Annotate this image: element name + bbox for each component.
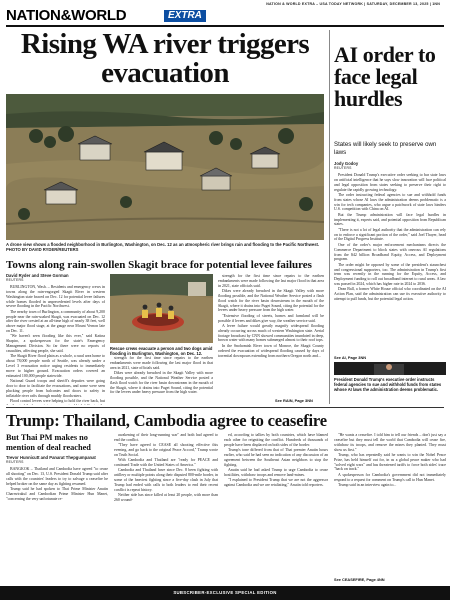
bottom-column-1	[6, 455, 108, 583]
lead-column-2-continued	[110, 356, 213, 404]
article-paragraph: With Cambodia and Thailand are "ready for PEACE and continued Trade with the United States of America."	[114, 458, 218, 468]
article-paragraph: Dean Ball, a former White House official who coordinated on the AI Action Plan, said the administration can use its executive authority to attempt to pull funds, but the potential legal action.	[334, 287, 446, 302]
bottom-byline: Trevor Hunnicutt and Panarat Thepgumpanat	[6, 455, 96, 460]
article-paragraph: Trump's tone differed from that of Thai premier Anutin hours earlier, who said he had seen no indication of any discussion of an agreement between the Southeast Asian neighbors to stop the fighting.	[224, 448, 328, 467]
article-paragraph: National Guard troops and sheriff's deputies were going door to door to facilitate the evacuations, and some were seen plucking people from balconies and doors to safety in inflatable river rafts through muddy floodwaters.	[6, 379, 105, 398]
article-paragraph: Trump, who has repeatedly said he wants to win the Nobel Peace Prize, has held himself out for, in as a global peace maker who had "solved eight wars" and has threatened tariffs to force both sides' trace "back on track."	[334, 452, 446, 472]
masthead-title: NATION&WORLD	[6, 7, 127, 24]
side-article-body	[334, 161, 446, 353]
article-paragraph: The order instructing federal agencies to sue and withhold funds from states whose AI laws the administration deems problematic is a win for tech companies, who argue a patchwork of state laws hinders U.S. competition with China on AI.	[334, 192, 446, 212]
side-headline[interactable]: AI order to face legal hurdles	[334, 42, 436, 111]
bottom-dek: But Thai PM makes no mention of deal reached	[6, 433, 91, 452]
flood-drone-photo[interactable]	[6, 94, 324, 240]
side-photo-caption: President Donald Trump's executive order instructs federal agencies to sue and withhold funds from states whose AI laws the administration deems problematic.	[334, 377, 442, 392]
masthead-rule	[6, 25, 444, 27]
bottom-jump-link[interactable]: See CEASEFIRE, Page 4NN	[334, 577, 385, 582]
article-paragraph: "I explained to President Trump that we are not the aggressor against Cambodia and we are retaliating," Anutin told reporters.	[224, 478, 328, 487]
lead-photo-caption: A drone view shows a flooded neighborhood in Burlington, Washington, on Dec. 12 as an atmospheric river brings rain and flooding to the Pacific Northwest. PHOTO BY DAVID RYDER/REUTERS	[6, 242, 320, 253]
article-paragraph: The order might be opposed by some of the president's staunchest and congressional supporters, too. The administration in Trump's first term was recently in the running for the Equity, Access, and Deployment funding to roll out broadband internet to rural areas. A law was passed in 2024, which has higher rate in 2024 to 2036.	[334, 262, 446, 287]
article-paragraph: "We haven't seen flooding like this ever," said Katina Shapiro, a spokesperson for the state's Emergency Management Division. So far there were no reports of casualties, affecting people, she said.	[6, 334, 105, 353]
bottom-column-3	[224, 433, 328, 583]
article-paragraph: Neither side has since killed at least 20 people, with more than 260 wound-	[114, 493, 218, 502]
article-paragraph: strength for the first time since repairs to the earthen embankments were made following the last major flood in that area in 2021, state officials said.	[110, 356, 213, 370]
rescue-photo-caption: Rescue crews evacuate a person and two dogs amid flooding in Burlington, Washington, on Dec. 12.	[110, 346, 213, 357]
side-byline: Jody Godoy	[334, 161, 359, 166]
article-paragraph: BANGKOK – Thailand and Cambodia have agreed "to cease all shooting" on Dec. 13, U.S. President Donald Trump said after calls with the countries' leaders to try to salvage a ceasefire he helped broker on the same day as fighting resumed.	[6, 467, 108, 486]
article-paragraph: Dikes were already breached in the Skagit Valley with more flooding possible, and the National Weather Service posted a flash flood watch for the river basin downstream in the mouth of the Skagit, where it drains into Puget Sound, citing the potential for the levees under heavy pressure from the high water.	[218, 289, 324, 313]
article-paragraph: One of the order's major enforcement mechanisms directs the Commerce Department to block states with onerous AI regulations from the $42 billion Broadband Equity, Access, and Deployment program.	[334, 242, 446, 262]
article-paragraph: President Donald Trump's executive order seeking to bar state laws on artificial intelligence that he says slow innovation will face political and legal opposition from states seeking to preserve their right to regulate the rapidly growing technology.	[334, 173, 446, 192]
masthead-extra-badge: EXTRA	[164, 10, 206, 22]
lead-agency: REUTERS	[6, 278, 24, 282]
article-paragraph: Anutin said he had asked Trump to urge Cambodia to cease hostilities, withdraw troops and remove land-mines.	[224, 467, 328, 477]
article-paragraph: Cambodia and Thailand have since Dec. 8 been fighting with artillery or multiple points along their disputed 800-mile border, in some of the heaviest fighting since a five-day clash in July that Trump had ended with calls to both leaders to end their recent conflict is repeat history.	[114, 468, 218, 492]
masthead	[6, 8, 444, 23]
lead-jump-link[interactable]: See RAIN, Page 3NN	[275, 398, 313, 403]
article-paragraph: Trump said in an interview again to...	[338, 482, 397, 487]
article-paragraph: BURLINGTON, Wash. – Residents and emergency crews in towns along the rain-engorged Skagit River in western Washington state braced on Dec. 12 for potential levee failures while homes flooded in unprecedented levels after days of severe flooding in the Pacific Northwest.	[6, 285, 105, 309]
article-paragraph: strength for the first time since repairs to the earthen embankments were made following the last major flood in that area in 2021, state officials said.	[218, 274, 324, 288]
lead-column-1	[6, 273, 105, 405]
article-paragraph: Trump said he had spoken to Thai Prime Minister Anutin Charnvirakul and Cambodian Prime Minister Hun Manet, "concerning the very unfortunate re-	[6, 486, 108, 501]
article-paragraph: "There is not a lot of legal authority that the administration can rely on to enforce a significant portion of the order," said Joel Thayer, head of the Digital Progress Institute.	[334, 227, 446, 242]
article-paragraph: In the Snohomish River town of Monroe, the Skagit County ordered the evacuation of widespread flooding caused by days of torrential downpours extending from northern Oregon north and...	[218, 343, 324, 358]
article-paragraph: The nearby town of Burlington, a community of about 9,200 people near the rain-soaked Skagit, was evacuated on Dec. 12 after the river crested at an all-time high of nearly 38 feet, well above major flood stage, at the gauge near Mount Vernon late on Dec. 11.	[6, 309, 105, 334]
article-paragraph: A levee failure would greatly magnify widespread flooding already occurring across much of western Washington state. Aerial footage broadcast by CNN showed communities inundated in deep, brown water with many homes submerged almost to their roof tops.	[218, 323, 324, 343]
side-agency: REUTERS	[334, 166, 352, 170]
article-paragraph: ed, according to tallies by both countries, which have blamed each other for reigniting the conflict. Hundreds of thousands of people have been displaced on both sides of the border.	[224, 433, 328, 447]
trump-photo[interactable]	[334, 362, 446, 375]
lead-byline: David Ryder and Steve Gorman	[6, 273, 69, 278]
article-paragraph: "Extensive flooding of streets, homes and farmland will be possible if levees and dikes give way, the weather service said.	[218, 313, 324, 323]
lead-column-3	[218, 274, 324, 404]
dateline-bar: NATION & WORLD EXTRA – USA TODAY NETWORK | SATURDAY, DECEMBER 13, 2025 | 1NN	[266, 2, 440, 6]
column-divider	[329, 30, 330, 404]
bottom-headline[interactable]: Trump: Thailand, Cambodia agree to ceasefire	[6, 411, 327, 430]
bottom-agency: REUTERS	[6, 460, 24, 464]
lead-subhead[interactable]: Towns along rain-swollen Skagit brace for potential levee failures	[6, 259, 312, 271]
bottom-column-2	[114, 433, 218, 583]
article-paragraph: "He wants a ceasefire. I told him to tell our friends – don't just say a ceasefire but they must tell the world that Cambodia will cease fire, withdraw its troops, and remove the mines they planted. They must show us first."	[334, 433, 446, 452]
bottom-column-4	[334, 433, 446, 574]
side-dek: States will likely seek to preserve own laws	[334, 141, 437, 156]
article-paragraph: A spokesperson for Cambodia's government did not immediately respond to a request for comment on Trump's call to Hun Manet.	[334, 472, 446, 482]
article-paragraph: The Skagit River flood plain as a whole, a rural area home to about 78,000 people north of Seattle, was already under a Level 3 evacuation notice urging residents to immediately move to higher ground. Evacuation orders covered an estimated 100,000 people statewide.	[6, 354, 105, 378]
rescue-photo[interactable]	[110, 274, 213, 343]
footer-banner: SUBSCRIBER-EXCLUSIVE SPECIAL EDITION	[0, 586, 450, 600]
lead-headline[interactable]: Rising WA river triggers evacuation	[20, 28, 310, 89]
article-paragraph: Dikes were already breached in the Skagit Valley with more flooding possible, and the National Weather Service posted a flash flood watch for the river basin downstream in the mouth of the Skagit, where it drains into Puget Sound, citing the potential for the levees under heavy pressure from the high water.	[110, 371, 213, 395]
article-paragraph: awakening of their long-running war" and both had agreed to end the conflict.	[114, 433, 218, 442]
article-paragraph: "They have agreed to CEASE all shooting effective this evening, and go back to the original Peace Accord," Trump wrote on Truth Social.	[114, 443, 218, 457]
article-paragraph: Flood control levees were helping to hold the river back, but	[10, 398, 105, 403]
side-jump-link[interactable]: See AI, Page 3NN	[334, 355, 367, 360]
article-paragraph: But the Trump administration will face legal hurdles in implementing it, experts said, and potential opposition from Republican states.	[334, 212, 446, 227]
section-rule	[6, 407, 444, 408]
